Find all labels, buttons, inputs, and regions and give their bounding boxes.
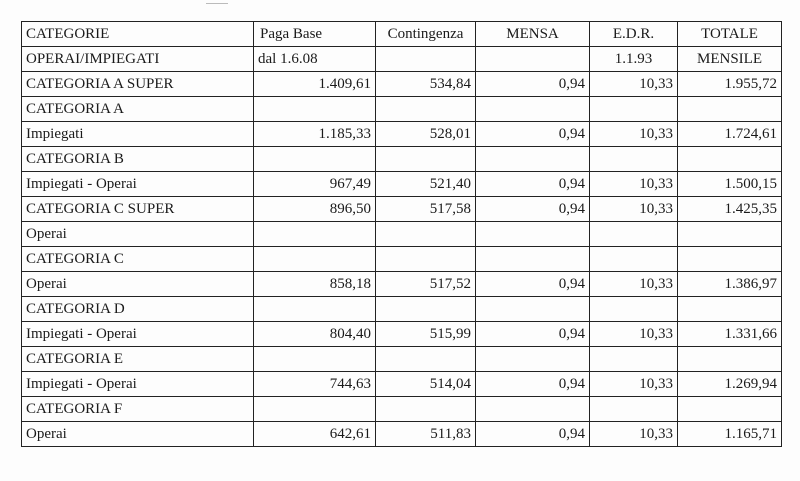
edr-cell [590,222,678,247]
table-row [22,372,782,397]
base-pay-cell: 967,49 [254,172,376,197]
base-pay-cell [254,297,376,322]
table-row [22,97,782,122]
canteen-cell [476,222,590,247]
edr-cell: 10,33 [590,172,678,197]
contingency-cell [376,222,476,247]
contingency-cell [376,247,476,272]
category-label: Impiegati - Operai [22,372,254,397]
base-pay-cell [254,97,376,122]
subheader-canteen [476,47,590,72]
total-cell [678,222,782,247]
edr-cell: 10,33 [590,372,678,397]
contingency-cell: 528,01 [376,122,476,147]
base-pay-cell [254,347,376,372]
category-label: Impiegati [22,122,254,147]
total-cell [678,347,782,372]
canteen-cell [476,347,590,372]
canteen-cell: 0,94 [476,322,590,347]
canteen-cell: 0,94 [476,422,590,447]
category-label: CATEGORIA A [22,97,254,122]
header-total: TOTALE [678,22,782,47]
total-cell: 1.500,15 [678,172,782,197]
base-pay-cell: 896,50 [254,197,376,222]
canteen-cell [476,97,590,122]
total-cell: 1.955,72 [678,72,782,97]
base-pay-cell: 858,18 [254,272,376,297]
canteen-cell [476,247,590,272]
base-pay-cell: 642,61 [254,422,376,447]
table-row [22,197,782,222]
base-pay-cell: 1.185,33 [254,122,376,147]
edr-cell [590,97,678,122]
category-label: Impiegati - Operai [22,322,254,347]
contingency-cell [376,97,476,122]
category-label: Operai [22,272,254,297]
total-cell: 1.269,94 [678,372,782,397]
total-cell: 1.331,66 [678,322,782,347]
header-contingency: Contingenza [376,22,476,47]
base-pay-cell: 1.409,61 [254,72,376,97]
subheader-total-monthly: MENSILE [678,47,782,72]
table-row [22,297,782,322]
table-row [22,122,782,147]
total-cell: 1.165,71 [678,422,782,447]
edr-cell: 10,33 [590,72,678,97]
canteen-cell: 0,94 [476,172,590,197]
edr-cell: 10,33 [590,272,678,297]
edr-cell [590,297,678,322]
category-label: CATEGORIA C [22,247,254,272]
table-row [22,272,782,297]
edr-cell [590,397,678,422]
total-cell [678,97,782,122]
contingency-cell [376,347,476,372]
table-row [22,347,782,372]
total-cell [678,147,782,172]
header-row [22,22,782,47]
contingency-cell: 514,04 [376,372,476,397]
category-label: CATEGORIA A SUPER [22,72,254,97]
base-pay-cell: 744,63 [254,372,376,397]
subheader-row [22,47,782,72]
edr-cell: 10,33 [590,122,678,147]
base-pay-cell [254,222,376,247]
canteen-cell [476,147,590,172]
total-cell [678,397,782,422]
salary-table [21,21,782,447]
category-label: CATEGORIA D [22,297,254,322]
canteen-cell: 0,94 [476,372,590,397]
header-category: CATEGORIE [22,22,254,47]
base-pay-cell [254,147,376,172]
canteen-cell [476,297,590,322]
contingency-cell: 511,83 [376,422,476,447]
canteen-cell: 0,94 [476,72,590,97]
edr-cell [590,247,678,272]
subheader-contingency [376,47,476,72]
table-row [22,247,782,272]
canteen-cell: 0,94 [476,272,590,297]
subheader-base-date: dal 1.6.08 [254,47,376,72]
header-canteen: MENSA [476,22,590,47]
base-pay-cell [254,397,376,422]
contingency-cell: 517,52 [376,272,476,297]
contingency-cell: 515,99 [376,322,476,347]
edr-cell [590,147,678,172]
contingency-cell [376,147,476,172]
category-label: Impiegati - Operai [22,172,254,197]
subheader-edr-date: 1.1.93 [590,47,678,72]
canteen-cell: 0,94 [476,197,590,222]
category-label: CATEGORIA C SUPER [22,197,254,222]
table-row [22,222,782,247]
total-cell [678,297,782,322]
table-row [22,172,782,197]
contingency-cell: 517,58 [376,197,476,222]
table-row [22,72,782,97]
category-label: CATEGORIA F [22,397,254,422]
table-row [22,322,782,347]
category-label: Operai [22,222,254,247]
table-row [22,147,782,172]
category-label: CATEGORIA E [22,347,254,372]
canteen-cell [476,397,590,422]
edr-cell: 10,33 [590,197,678,222]
contingency-cell: 534,84 [376,72,476,97]
base-pay-cell [254,247,376,272]
contingency-cell: 521,40 [376,172,476,197]
table-row [22,422,782,447]
category-label: Operai [22,422,254,447]
subheader-category: OPERAI/IMPIEGATI [22,47,254,72]
table-row [22,397,782,422]
edr-cell [590,347,678,372]
base-pay-cell: 804,40 [254,322,376,347]
total-cell: 1.425,35 [678,197,782,222]
total-cell: 1.386,97 [678,272,782,297]
header-edr: E.D.R. [590,22,678,47]
contingency-cell [376,397,476,422]
total-cell [678,247,782,272]
salary-table-body [22,22,782,447]
total-cell: 1.724,61 [678,122,782,147]
edr-cell: 10,33 [590,422,678,447]
scan-mark [206,0,228,4]
header-base-pay: Paga Base [254,22,376,47]
canteen-cell: 0,94 [476,122,590,147]
category-label: CATEGORIA B [22,147,254,172]
contingency-cell [376,297,476,322]
edr-cell: 10,33 [590,322,678,347]
